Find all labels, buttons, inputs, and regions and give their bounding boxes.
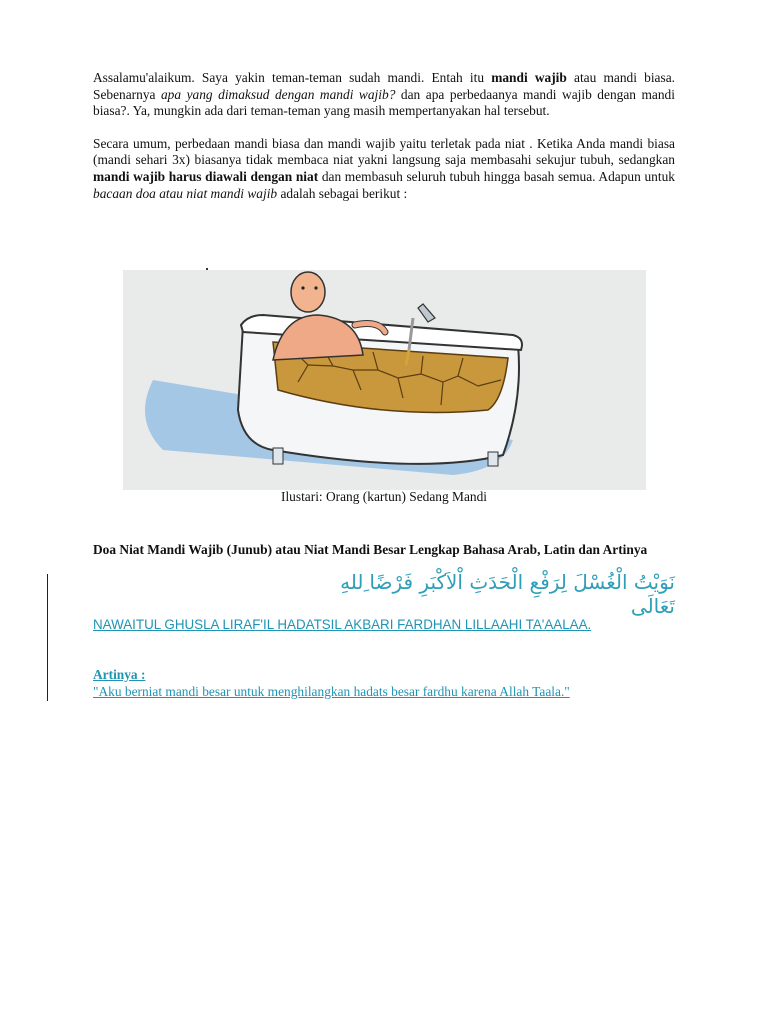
intro-paragraph — [93, 70, 675, 120]
p2-text-1: Secara umum, perbedaan mandi biasa dan mandi wajib yaitu terletak pada niat . Ketika Anda mandi biasa (mandi sehari 3x) biasanya tidak membaca niat yakni langsung saja membasahi sekujur tubuh, sedangkan — [93, 135, 675, 168]
difference-paragraph — [93, 136, 675, 202]
margin-rule — [47, 574, 48, 701]
p2-text-3: adalah sebagai berikut : — [277, 185, 408, 201]
p2-bold-niat: mandi wajib harus diawali dengan niat — [93, 168, 319, 184]
meaning-text-link[interactable]: "Aku berniat mandi besar untuk menghilangkan hadats besar fardhu karena Allah Taala." — [93, 684, 570, 699]
meaning-label-link[interactable]: Artinya : — [93, 667, 146, 682]
article-body — [93, 70, 675, 212]
p1-text-3: dan apa perbedaanya mandi wajib dengan mandi biasa?. Ya, mungkin ada dari teman-teman yang masih mempertanyakan hal tersebut. — [93, 86, 675, 119]
p1-italic-question: apa yang dimaksud dengan mandi wajib? — [160, 86, 396, 102]
bathtub-cartoon-image — [123, 270, 646, 490]
p1-text-1: Assalamu'alaikum. Saya yakin teman-teman sudah mandi. Entah itu — [93, 70, 492, 85]
p1-text-2: atau mandi biasa. Sebenarnya — [93, 70, 675, 102]
arabic-prayer: نَوَيْتُ الْغُسْلَ لِرَفْعِ الْحَدَثِ اْلاَكْبَرِ فَرْضًا ِللهِ تَعَالَى — [340, 570, 675, 618]
p2-text-2: dan membasuh seluruh tubuh hingga basah semua. Adapun untuk — [318, 168, 675, 184]
latin-transliteration-link[interactable]: NAWAITUL GHUSLA LIRAF'IL HADATSIL AKBARI FARDHAN LILLAAHI TA'AALAA. — [93, 617, 592, 632]
p1-bold-mandi-wajib: mandi wajib — [491, 70, 567, 85]
figure-caption: Ilustari: Orang (kartun) Sedang Mandi — [280, 489, 487, 504]
p2-italic-bacaan: bacaan doa atau niat mandi wajib — [93, 185, 278, 201]
section-heading: Doa Niat Mandi Wajib (Junub) atau Niat Mandi Besar Lengkap Bahasa Arab, Latin dan Artinya — [93, 542, 648, 557]
bathtub-illustration — [123, 270, 646, 490]
